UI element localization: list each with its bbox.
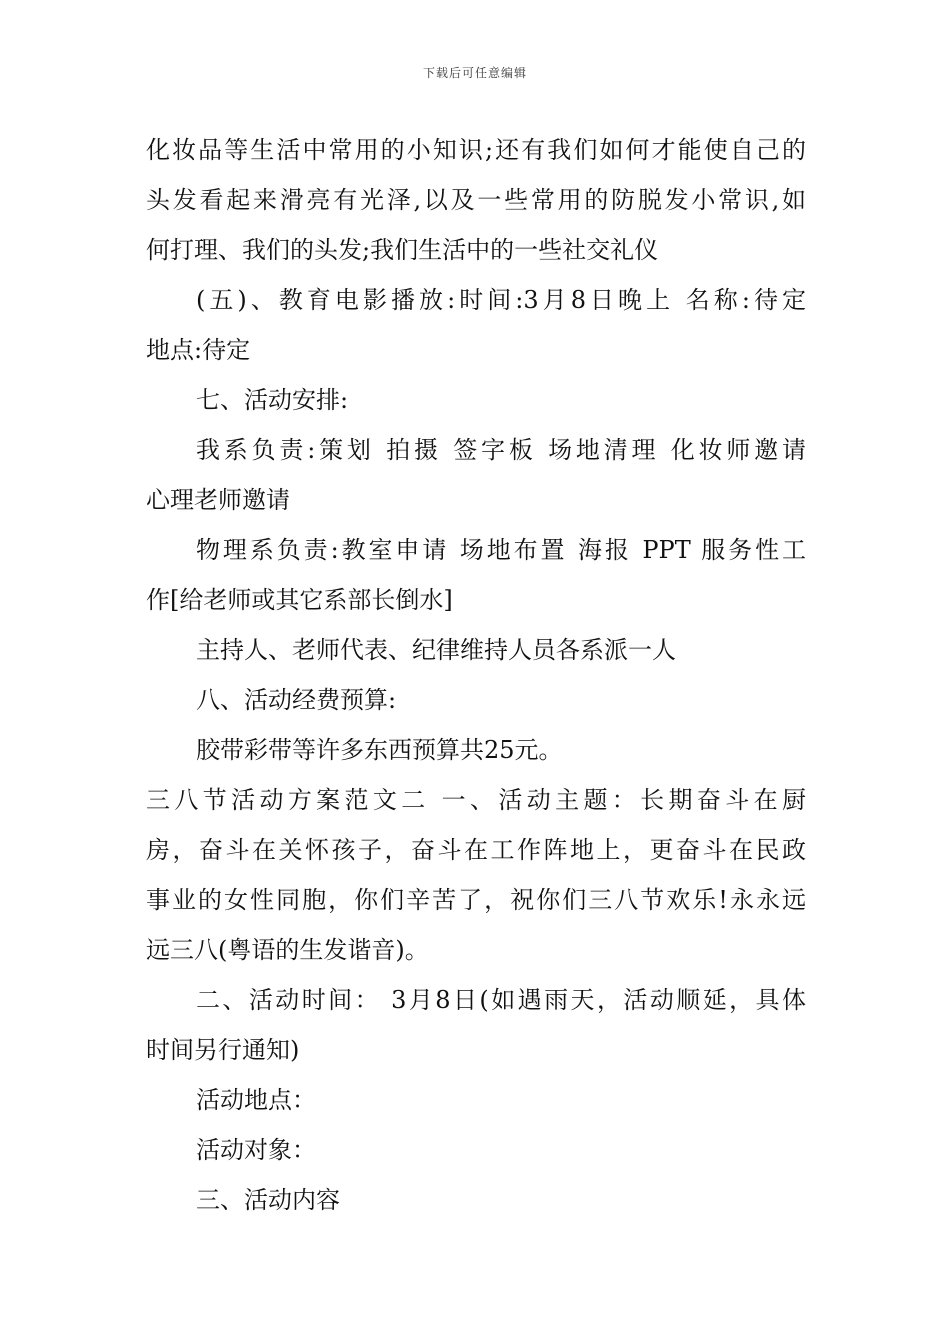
text-line: 物理系负责:教室申请 场地布置 海报 PPT 服务性工 [196, 536, 806, 564]
section-title: 三八节活动方案范文二 一、活动主题：长期奋斗在厨 [146, 786, 806, 814]
section-heading: 八、活动经费预算: [196, 686, 397, 714]
text-line: 事业的女性同胞，你们辛苦了，祝你们三八节欢乐!永永远 [146, 886, 806, 914]
text-line: 胶带彩带等许多东西预算共25元。 [196, 736, 563, 764]
text-line: 化妆品等生活中常用的小知识;还有我们如何才能使自己的 [146, 136, 806, 164]
text-line: 活动对象： [196, 1136, 316, 1164]
text-line: 地点:待定 [146, 336, 251, 364]
document-body [146, 128, 806, 1228]
text-line: 活动地点： [196, 1086, 316, 1114]
text-line: 主持人、老师代表、纪律维持人员各系派一人 [196, 636, 676, 664]
text-line: 何打理、我们的头发;我们生活中的一些社交礼仪 [146, 236, 659, 264]
text-line: 心理老师邀请 [146, 486, 290, 514]
section-heading: 三、活动内容 [196, 1186, 340, 1214]
section-heading: 七、活动安排: [196, 386, 349, 414]
text-line: 二、活动时间： 3月8日(如遇雨天，活动顺延，具体 [196, 986, 806, 1014]
text-line: 房，奋斗在关怀孩子，奋斗在工作阵地上，更奋斗在民政 [146, 836, 806, 864]
text-line: (五)、教育电影播放:时间:3月8日晚上 名称:待定 [196, 286, 806, 314]
text-line: 远三八(粤语的生发谐音)。 [146, 936, 429, 964]
text-line: 时间另行通知) [146, 1036, 300, 1064]
text-line: 作[给老师或其它系部长倒水] [146, 586, 453, 614]
text-line: 头发看起来滑亮有光泽,以及一些常用的防脱发小常识,如 [146, 186, 806, 214]
page-header-note: 下载后可任意编辑 [422, 66, 527, 80]
text-line: 我系负责:策划 拍摄 签字板 场地清理 化妆师邀请 [196, 436, 806, 464]
